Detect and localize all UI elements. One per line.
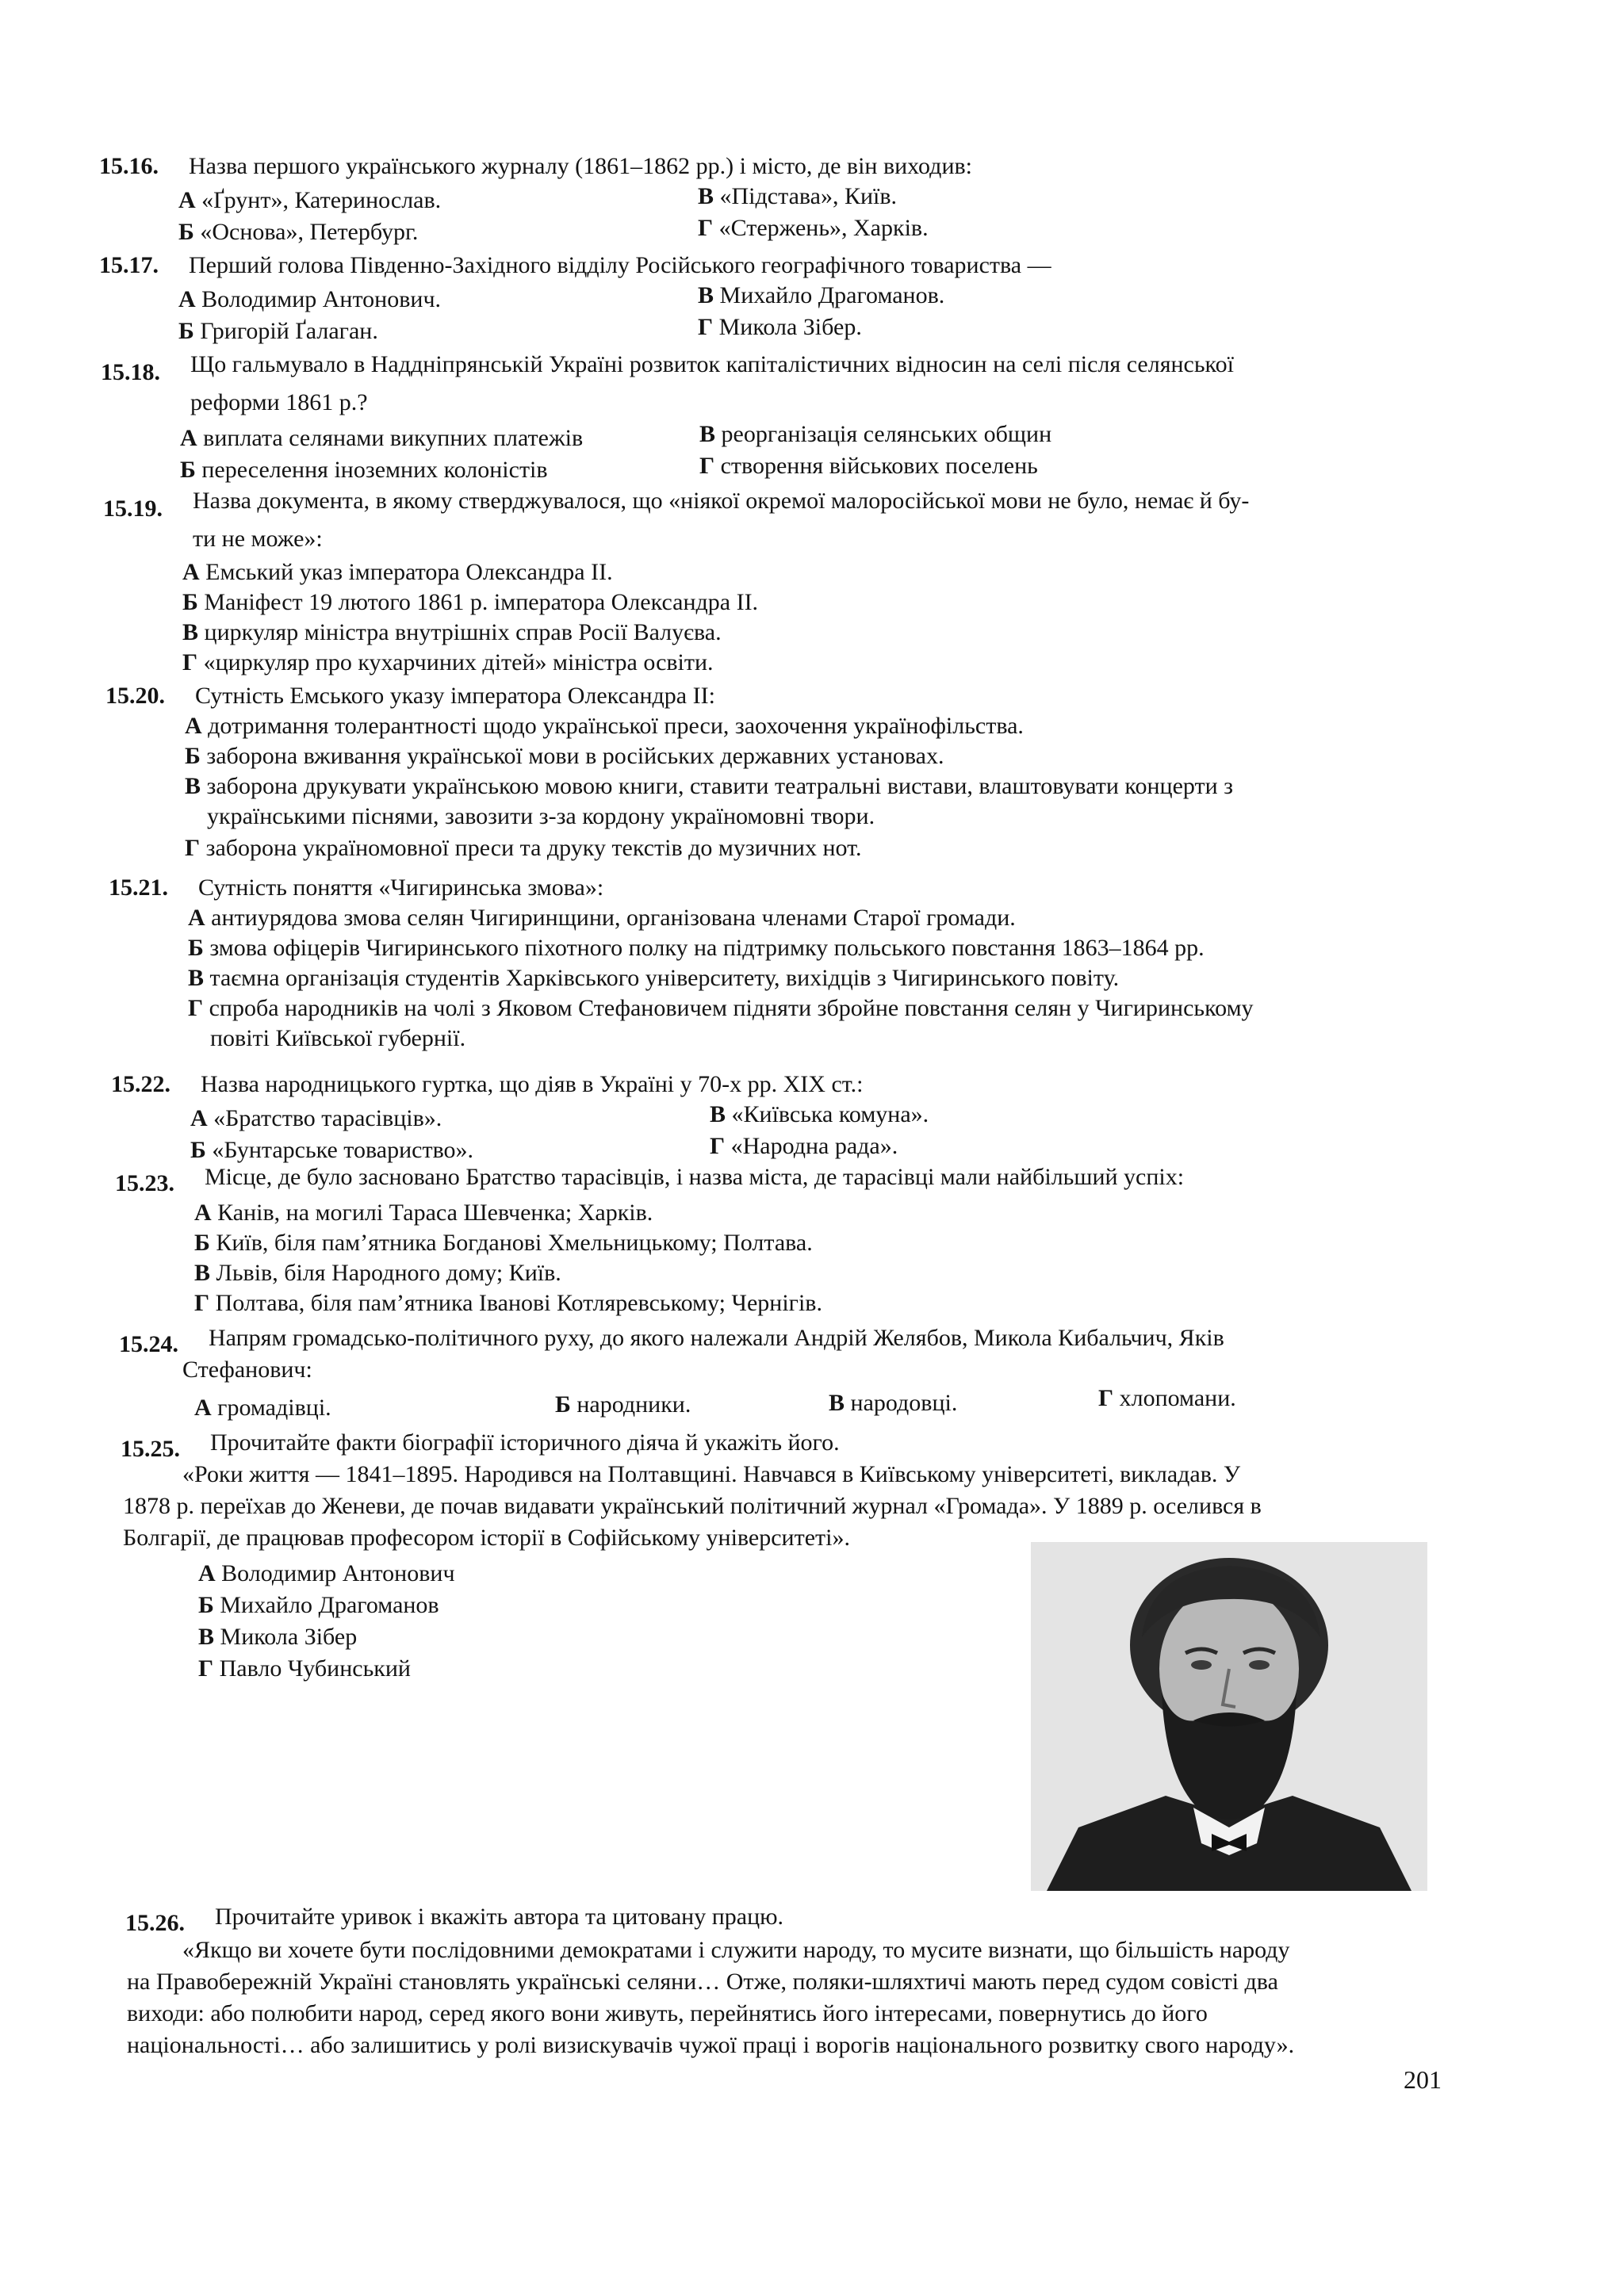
answer-option-cont: повіті Київської губернії. (210, 1025, 466, 1051)
answer-option: Г заборона україномовної преси та друку текстів до музичних нот. (185, 835, 862, 861)
answer-option: Г «Народна рада». (710, 1133, 898, 1159)
answer-option: В «Київська комуна». (710, 1101, 929, 1127)
answer-option: А громадівці. (194, 1395, 331, 1421)
answer-option: Б Михайло Драгоманов (198, 1592, 439, 1618)
answer-option: Б заборона вживання української мови в російських державних установах. (185, 743, 944, 769)
answer-option: А «Ґрунт», Катеринослав. (178, 187, 442, 213)
question-15-23 (115, 1161, 1447, 1320)
answer-option: А Емський указ імператора Олександра II. (182, 559, 613, 585)
question-stem-cont: реформи 1861 р.? (190, 389, 368, 415)
question-number: 15.19. (103, 496, 163, 522)
answer-option: А Володимир Антонович (198, 1560, 455, 1586)
question-15-25-options (198, 1558, 595, 1685)
answer-option: В заборона друкувати українською мовою книги, ставити театральні вистави, влаштовувати концерти з (185, 773, 1233, 799)
answer-option: А виплата селянами викупних платежів (180, 425, 584, 451)
answer-option: Г «циркуляр про кухарчиних дітей» міністра освіти. (182, 649, 714, 675)
answer-option: Г «Стержень», Харків. (698, 215, 929, 241)
question-stem: Сутність поняття «Чигиринська змова»: (198, 874, 604, 901)
answer-option: А антиурядова змова селян Чигиринщини, організована членами Старої громади. (188, 905, 1016, 931)
question-stem: Прочитайте факти біографії історичного діяча й укажіть його. (210, 1429, 840, 1456)
question-stem-cont: ти не може»: (193, 526, 323, 552)
answer-option: А «Братство тарасівців». (190, 1105, 442, 1131)
question-number: 15.24. (119, 1331, 178, 1357)
portrait-photo (1031, 1542, 1427, 1891)
answer-option: В таємна організація студентів Харківського університету, вихідців з Чигиринського повіту. (188, 965, 1120, 991)
question-15-18 (101, 349, 1433, 484)
question-stem-cont: Стефанович: (182, 1357, 312, 1383)
question-number: 15.26. (125, 1910, 185, 1936)
question-number: 15.21. (109, 874, 168, 901)
question-stem: Сутність Емського указу імператора Олександра II: (195, 683, 715, 709)
answer-option: В Микола Зібер (198, 1624, 358, 1650)
question-stem: Місце, де було засновано Братство тарасівців, і назва міста, де тарасівці мали найбільший успіх: (205, 1164, 1185, 1190)
question-15-21 (109, 872, 1441, 1062)
question-15-19 (103, 485, 1435, 675)
answer-option: А Володимир Антонович. (178, 286, 442, 312)
question-15-16 (99, 151, 1431, 246)
answer-option: Г Микола Зібер. (698, 314, 862, 340)
answer-option: Г хлопомани. (1098, 1385, 1236, 1411)
answer-option: Б Маніфест 19 лютого 1861 р. імператора Олександра II. (182, 589, 759, 615)
answer-option: Г Павло Чубинський (198, 1655, 411, 1682)
answer-option: Б змова офіцерів Чигиринського піхотного полку на підтримку польського повстання 1863–1864 рр. (188, 935, 1205, 961)
question-stem: Перший голова Південно-Західного відділу Російського географічного товариства — (189, 252, 1051, 278)
question-stem: Що гальмувало в Наддніпрянській Україні розвиток капіталістичних відносин на селі після селянської (190, 351, 1234, 377)
answer-option: В Львів, біля Народного дому; Київ. (194, 1260, 561, 1286)
answer-option: В «Підстава», Київ. (698, 183, 898, 209)
bearded-man-portrait (1031, 1542, 1427, 1891)
question-number: 15.23. (115, 1170, 174, 1196)
question-stem: Прочитайте уривок і вкажіть автора та цитовану працю. (215, 1904, 784, 1930)
question-number: 15.18. (101, 359, 160, 385)
page-number: 201 (1404, 2065, 1442, 2094)
question-stem: Назва документа, в якому стверджувалося, що «ніякої окремої малоросійської мови не було, немає й бу- (193, 488, 1250, 514)
answer-option: Г Полтава, біля пам’ятника Іванові Котляревському; Чернігів. (194, 1290, 822, 1316)
answer-option: В Михайло Драгоманов. (698, 282, 945, 308)
question-stem: Назва першого українського журналу (1861–1862 рр.) і місто, де він виходив: (189, 153, 972, 179)
answer-option: Б «Основа», Петербург. (178, 219, 419, 245)
question-number: 15.20. (105, 683, 165, 709)
answer-option: Г створення військових поселень (699, 453, 1038, 479)
question-15-20 (105, 680, 1438, 871)
question-number: 15.17. (99, 252, 159, 278)
answer-option: Б переселення іноземних колоністів (180, 457, 548, 483)
answer-option-cont: українськими піснями, завозити з-за кордону україномовні твори. (207, 803, 875, 829)
answer-option: Б «Бунтарське товариство». (190, 1137, 474, 1163)
question-number: 15.25. (121, 1436, 180, 1462)
answer-option: А Канів, на могилі Тараса Шевченка; Харків. (194, 1200, 653, 1226)
answer-option: В циркуляр міністра внутрішніх справ Росії Валуєва. (182, 619, 722, 645)
answer-option: Г спроба народників на чолі з Яковом Стефановичем підняти збройне повстання селян у Чигиринському (188, 995, 1254, 1021)
question-15-22 (111, 1069, 1443, 1164)
answer-option: Б Київ, біля пам’ятника Богданові Хмельницькому; Полтава. (194, 1230, 813, 1256)
question-stem: Напрям громадсько-політичного руху, до якого належали Андрій Желябов, Микола Кибальчич, Яків (209, 1325, 1224, 1351)
answer-option: В народовці. (829, 1390, 958, 1416)
question-stem: Назва народницького гуртка, що діяв в Україні у 70-х рр. XIX ст.: (201, 1071, 864, 1097)
excerpt-quote: «Якщо ви хочете бути послідовними демократами і служити народу, то мусите визнати, що більшість народу на Правобережній Україні становлять українські селяни… Отже, поляки-шляхтичі мають перед судом совісті два виходи: або полюбити народ, серед якого вони живуть, перейнятись його інтересами, повернутись до його національності… або залишитись у ролі визискувачів чужої праці і ворогів національного розвитку свого народу». (127, 1937, 1295, 2058)
question-number: 15.16. (99, 153, 159, 179)
question-number: 15.22. (111, 1071, 170, 1097)
answer-option: А дотримання толерантності щодо української преси, заохочення українофільства. (185, 713, 1024, 739)
answer-option: Б Григорій Ґалаган. (178, 318, 378, 344)
question-15-24 (119, 1322, 1435, 1425)
answer-option: Б народники. (555, 1391, 691, 1418)
question-15-17 (99, 250, 1431, 345)
answer-option: В реорганізація селянських общин (699, 421, 1052, 447)
biography-quote: «Роки життя — 1841–1895. Народився на Полтавщині. Навчався в Київському університеті, викладав. У 1878 р. переїхав до Женеви, де почав видавати український політичний журнал «Громада». У 1889 р. оселився в Болгарії, де працював професором історії в Софійському університеті». (123, 1461, 1262, 1551)
